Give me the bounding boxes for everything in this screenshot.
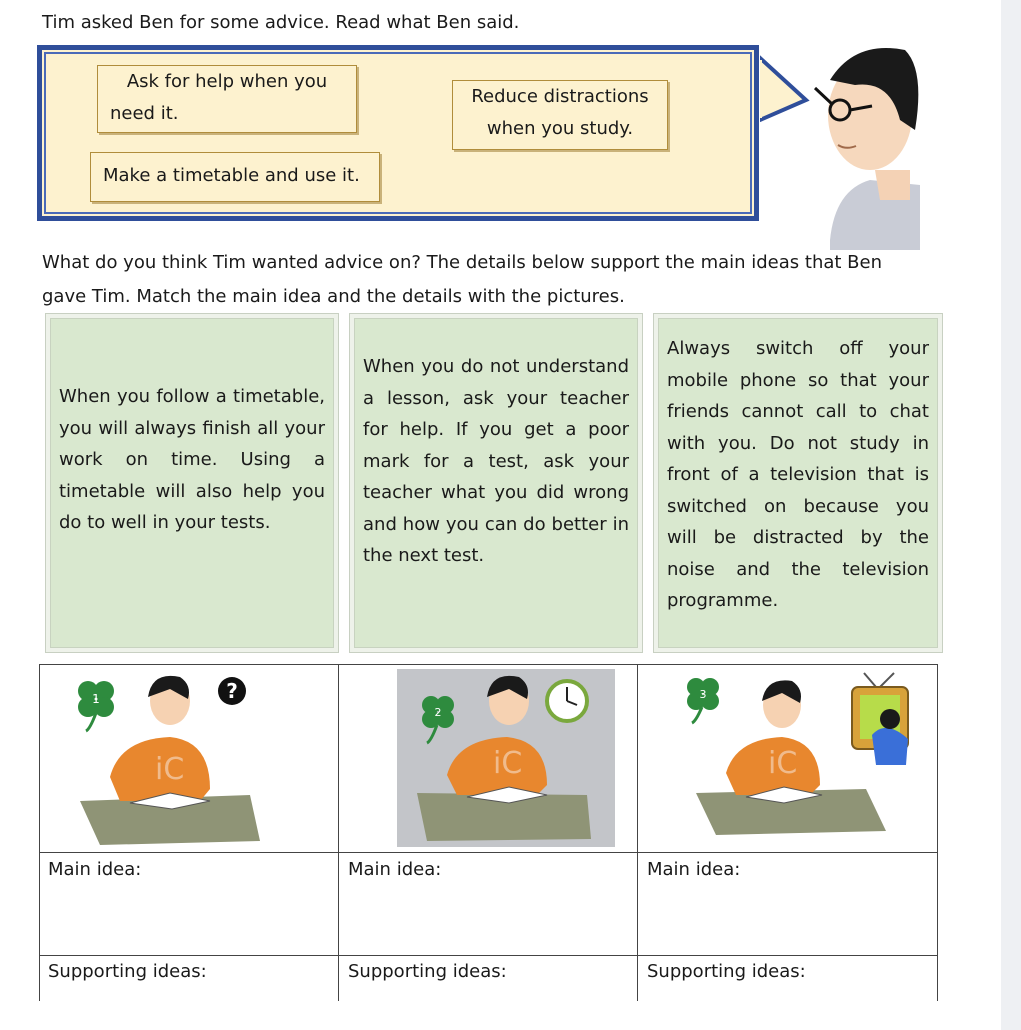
- detail-card-distractions: [658, 318, 938, 648]
- supporting-ideas-label: Supporting ideas:: [647, 961, 806, 982]
- clover-icon: [78, 681, 114, 731]
- picture-number: 1: [92, 692, 100, 706]
- tip-make-timetable: Make a timetable and use it.: [90, 152, 380, 202]
- detail-text: When you follow a timetable, you will always finish all your work on time. Using a timetable will also help you do to well in your tests.: [59, 386, 325, 533]
- picture-number: 3: [699, 688, 707, 701]
- tip-reduce-distractions: [452, 80, 668, 150]
- picture-1-boy-question: [60, 669, 320, 847]
- detail-text: When you do not understand a lesson, ask your teacher for help. If you get a poor mark for a test, ask your teacher what you did wrong and how you can do better in the next test.: [363, 356, 629, 566]
- detail-card-help: [354, 318, 638, 648]
- watermark: iC: [768, 746, 798, 781]
- picture-2-boy-clock: [397, 669, 617, 847]
- tip-reduce-distractions-line1: Reduce distractions: [471, 86, 649, 107]
- speech-bubble: [37, 45, 759, 221]
- detail-text: Always switch off your mobile phone so that your friends cannot call to chat with you. Do not study in front of a television that is switched on because you will be distracted by the noise and the television programme.: [667, 338, 929, 611]
- main-idea-label: Main idea:: [48, 859, 142, 880]
- intro-text: Tim asked Ben for some advice. Read what Ben said.: [42, 12, 520, 33]
- detail-card-timetable: [50, 318, 334, 648]
- ben-illustration: [760, 40, 960, 250]
- ben-neck: [875, 170, 910, 200]
- watermark: iC: [155, 752, 185, 787]
- tip-reduce-distractions-line2: when you study.: [486, 118, 634, 139]
- speech-tail-join: [760, 60, 762, 118]
- main-idea-label: Main idea:: [647, 859, 741, 880]
- picture-number: 2: [434, 706, 442, 719]
- speech-tail: [760, 58, 806, 120]
- question-text: What do you think Tim wanted advice on? The details below support the main ideas that Ben gave Tim. Match the main idea and the details with the pictures.: [42, 252, 882, 307]
- side-strip: [1001, 0, 1021, 1030]
- tip-ask-for-help-line2: need it.: [110, 103, 179, 124]
- main-idea-label: Main idea:: [348, 859, 442, 880]
- tip-ask-for-help-line1: Ask for help when you: [126, 71, 328, 92]
- question-symbol: ?: [226, 679, 238, 703]
- supporting-ideas-label: Supporting ideas:: [48, 961, 207, 982]
- tip-ask-for-help: [97, 65, 357, 133]
- picture-3-boy-television: [676, 669, 916, 847]
- watermark: iC: [493, 746, 523, 781]
- matching-table: [39, 664, 938, 1001]
- supporting-ideas-label: Supporting ideas:: [348, 961, 507, 982]
